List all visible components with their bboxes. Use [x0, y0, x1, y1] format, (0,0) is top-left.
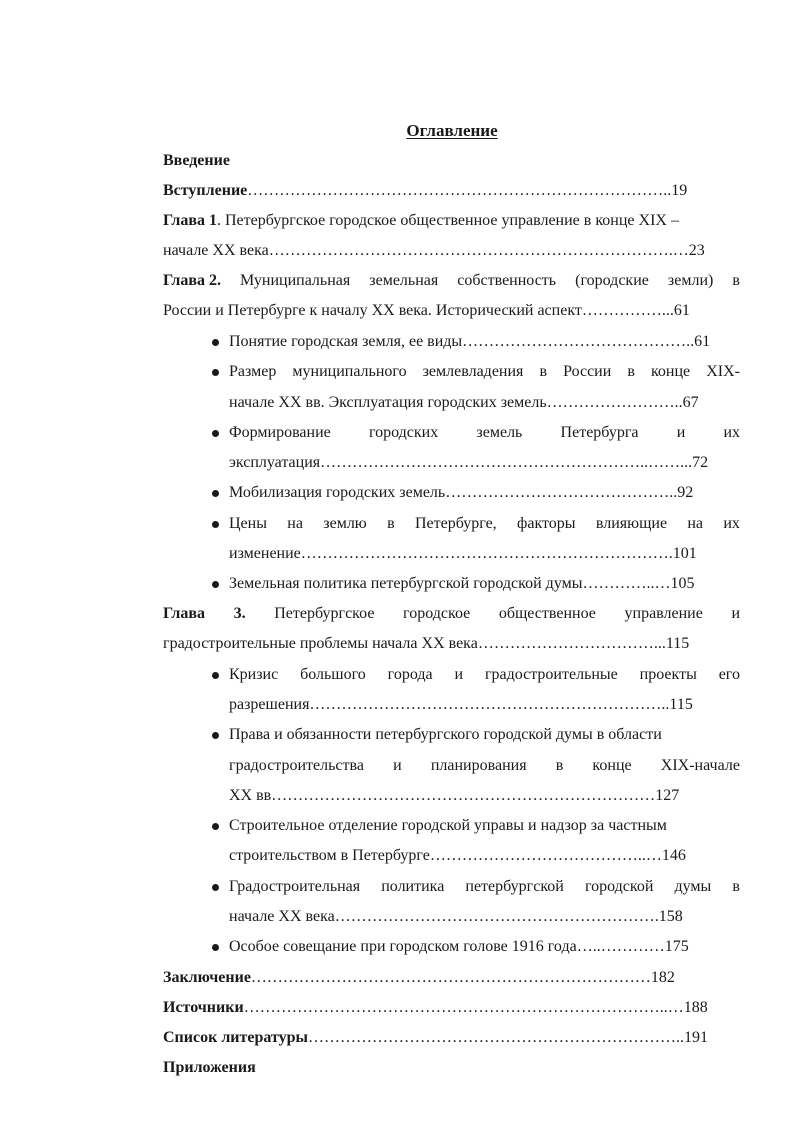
bullet-icon — [212, 521, 219, 528]
toc-subentry-cont: начале XX века…………………………………………………….158 — [229, 908, 683, 925]
toc-word: собственность — [457, 272, 557, 289]
toc-subentry — [229, 514, 740, 534]
bullet-icon — [212, 823, 219, 830]
toc-word: землю — [323, 515, 367, 532]
toc-word: Формирование — [229, 424, 331, 441]
toc-word: его — [718, 666, 740, 683]
toc-entry-chapter-2-cont: России и Петербурге к началу XX века. Исторический аспект……………...61 — [163, 302, 690, 319]
toc-entry-chapter-3-cont: градостроительные проблемы начала XX века……………………………...115 — [163, 635, 690, 652]
toc-word: в — [732, 878, 740, 895]
bullet-icon — [212, 672, 219, 679]
bullet-icon — [212, 490, 219, 497]
toc-subentry: Особое совещание при городском голове 1916 года…..…………175 — [229, 938, 689, 955]
toc-word: землевладения — [422, 363, 524, 380]
toc-word: управление — [624, 605, 703, 622]
toc-subentry — [229, 362, 740, 382]
toc-entry-chapter-3 — [163, 604, 740, 624]
toc-word: их — [723, 424, 740, 441]
toc-word: городское — [403, 605, 471, 622]
toc-subentry: Понятие городская земля, ее виды……………………………………..61 — [229, 333, 711, 350]
toc-chapter-title: . Петербургское городское общественное управление в конце XIX – — [217, 212, 679, 229]
toc-word: Цены — [229, 515, 267, 532]
toc-subentry-cont: строительством в Петербурге…………………………………..…146 — [229, 847, 686, 864]
toc-word: Петербурге, — [414, 515, 497, 532]
toc-word: городских — [368, 424, 439, 441]
toc-subentry — [229, 665, 740, 685]
toc-entry-leader: ……………………………………………………………………..19 — [247, 182, 688, 199]
toc-word: факторы — [516, 515, 576, 532]
toc-entry-leader: …………………………………………………………………182 — [250, 969, 675, 986]
toc-subentry: Права и обязанности петербургского городской думы в области — [229, 726, 662, 743]
toc-subentry-cont: XX вв………………………………………………………………127 — [229, 787, 680, 804]
bullet-icon — [212, 369, 219, 376]
toc-word: на — [687, 515, 704, 532]
toc-word: земли) — [667, 272, 714, 289]
toc-entry-conclusion — [163, 968, 675, 988]
toc-word: земель — [476, 424, 523, 441]
toc-word: в — [627, 363, 635, 380]
toc-subentry — [229, 423, 740, 443]
toc-entry-label: Заключение — [163, 969, 251, 986]
toc-entry-leader: ……………………………………………………………………..…188 — [243, 999, 708, 1016]
toc-word: конце — [650, 363, 691, 380]
toc-word: петербургской — [465, 878, 564, 895]
toc-subentry — [229, 877, 740, 897]
toc-word: в — [555, 757, 564, 774]
toc-entry-sources — [163, 998, 708, 1018]
toc-entry-vstuplenie — [163, 181, 740, 201]
toc-entry-chapter-1 — [163, 211, 679, 231]
toc-word: проекты — [639, 666, 697, 683]
toc-word: политика — [381, 878, 445, 895]
toc-subentry-cont: эксплуатация……………………………………………………..……...72 — [229, 454, 709, 471]
toc-word: и — [676, 424, 686, 441]
toc-word: Глава 2. — [163, 272, 221, 289]
bullet-icon — [212, 430, 219, 437]
toc-entry-label: Список литературы — [163, 1029, 308, 1046]
toc-word: городской — [584, 878, 654, 895]
toc-word: в — [539, 363, 548, 380]
toc-word: муниципального — [292, 363, 407, 380]
toc-word: XIX-начале — [660, 757, 740, 774]
toc-subentry-cont: начале XX вв. Эксплуатация городских земель……………………..67 — [229, 394, 699, 411]
toc-word: думы — [674, 878, 712, 895]
toc-word: России — [563, 363, 612, 380]
toc-word: Глава — [163, 605, 205, 622]
toc-word: на — [287, 515, 303, 532]
toc-subentry-cont — [229, 756, 740, 776]
bullet-icon — [212, 732, 219, 739]
toc-subentry: Мобилизация городских земель……………………………………..92 — [229, 484, 694, 501]
toc-intro-heading: Введение — [163, 152, 230, 169]
toc-entry-leader: ……………………………………………………………..191 — [308, 1029, 708, 1046]
toc-word: Муниципальная — [240, 272, 351, 289]
toc-entry-chapter-1-cont: начале XX века………………………………………………………………….…23 — [163, 242, 705, 259]
toc-word: Петербургское — [274, 605, 375, 622]
toc-word: градостроительства — [229, 757, 364, 774]
toc-word: города — [387, 666, 433, 683]
toc-title: Оглавление — [406, 121, 498, 140]
toc-word: в — [732, 272, 740, 289]
toc-word: (городские — [575, 272, 649, 289]
toc-word: Кризис — [229, 666, 279, 683]
toc-word: и — [393, 757, 402, 774]
bullet-icon — [212, 944, 219, 951]
toc-entry-label: Источники — [163, 999, 244, 1016]
toc-word: земельная — [369, 272, 439, 289]
toc-word: в — [387, 515, 395, 532]
toc-entry-appendix: Приложения — [163, 1059, 256, 1076]
toc-entry-chapter-2 — [163, 271, 740, 291]
toc-word: влияющие — [595, 515, 668, 532]
toc-word: их — [723, 515, 740, 532]
toc-entry-literature — [163, 1028, 708, 1048]
toc-subentry: Строительное отделение городской управы и надзор за частным — [229, 817, 667, 834]
toc-word: Градостроительная — [229, 878, 361, 895]
bullet-icon — [212, 339, 219, 346]
toc-word: XIX- — [706, 363, 740, 380]
toc-word: и — [454, 666, 464, 683]
bullet-icon — [212, 884, 219, 891]
toc-entry-label: Вступление — [163, 182, 248, 199]
toc-word: 3. — [233, 605, 246, 622]
toc-chapter-label: Глава 1 — [163, 212, 217, 229]
toc-word: градостроительные — [484, 666, 618, 683]
toc-word: и — [731, 605, 740, 622]
toc-word: большого — [300, 666, 366, 683]
toc-subentry: Земельная политика петербургской городской думы…………..…105 — [229, 575, 695, 592]
toc-word: Размер — [229, 363, 277, 380]
toc-word: конце — [592, 757, 632, 774]
toc-subentry-cont: изменение…………………………………………………………….101 — [229, 545, 697, 562]
toc-word: планирования — [430, 757, 527, 774]
toc-word: общественное — [498, 605, 596, 622]
bullet-icon — [212, 581, 219, 588]
toc-subentry-cont: разрешения…………………………………………………………..115 — [229, 696, 693, 713]
toc-word: Петербурга — [560, 424, 639, 441]
